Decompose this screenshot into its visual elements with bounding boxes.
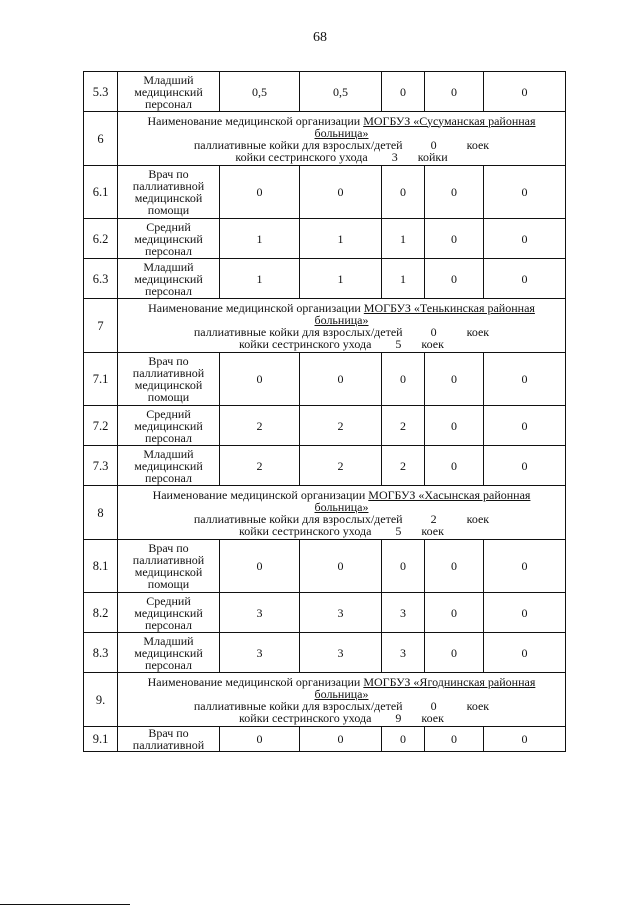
value-cell: 3 xyxy=(382,633,425,673)
palliative-beds-unit: коек xyxy=(466,137,490,152)
value-cell: 1 xyxy=(300,259,382,299)
org-text-line xyxy=(118,151,565,163)
value-cell: 2 xyxy=(220,446,300,486)
value-cell: 0 xyxy=(484,633,566,673)
row-number: 6.3 xyxy=(84,259,118,299)
nursing-beds-count: 9 xyxy=(395,710,402,725)
value-cell: 0 xyxy=(425,406,484,446)
staff-category-line: Младший xyxy=(143,446,194,461)
nursing-beds-count: 3 xyxy=(391,149,398,164)
row-number: 7.1 xyxy=(84,353,118,406)
organization-cell xyxy=(118,112,566,166)
value-cell: 0 xyxy=(425,353,484,406)
org-text-line xyxy=(118,338,565,350)
org-name-cont: больница» xyxy=(314,125,369,140)
value-cell: 3 xyxy=(300,593,382,633)
row-number: 6 xyxy=(84,112,118,166)
value-cell: 0 xyxy=(425,727,484,752)
staff-category-line: медицинский xyxy=(134,418,203,433)
value-cell: 0 xyxy=(220,540,300,593)
staff-category-line: паллиативной xyxy=(132,738,205,752)
value-cell: 0,5 xyxy=(220,72,300,112)
row-number: 9.1 xyxy=(84,727,118,752)
organization-row xyxy=(84,673,566,727)
nursing-beds-unit: койки xyxy=(417,149,448,164)
staff-category xyxy=(118,446,220,486)
nursing-beds-label: койки сестринского ухода xyxy=(239,336,372,351)
value-cell: 2 xyxy=(382,446,425,486)
value-cell: 2 xyxy=(300,446,382,486)
value-cell: 0 xyxy=(382,72,425,112)
value-cell: 0 xyxy=(484,540,566,593)
staff-category-line: персонал xyxy=(145,283,192,298)
staff-row xyxy=(84,446,566,486)
page-number: 68 xyxy=(313,30,327,45)
value-cell: 0 xyxy=(484,166,566,219)
staff-category-line: помощи xyxy=(147,203,190,217)
org-label: Наименование медицинской организации xyxy=(147,674,364,689)
palliative-beds-unit: коек xyxy=(466,511,490,526)
value-cell: 0 xyxy=(425,593,484,633)
staff-category xyxy=(118,219,220,259)
staff-category-line: персонал xyxy=(145,430,192,445)
value-cell: 0 xyxy=(484,259,566,299)
value-cell: 3 xyxy=(220,593,300,633)
value-cell: 0 xyxy=(484,219,566,259)
value-cell: 2 xyxy=(220,406,300,446)
value-cell: 0 xyxy=(382,540,425,593)
row-number: 7.2 xyxy=(84,406,118,446)
value-cell: 3 xyxy=(300,633,382,673)
value-cell: 0 xyxy=(220,727,300,752)
staff-category-line: Младший xyxy=(143,72,194,87)
staff-category-line: помощи xyxy=(147,577,190,591)
value-cell: 0 xyxy=(300,166,382,219)
value-cell: 0 xyxy=(425,259,484,299)
row-number: 6.2 xyxy=(84,219,118,259)
org-name: МОГБУЗ «Сусуманская районная xyxy=(363,113,536,128)
value-cell: 2 xyxy=(300,406,382,446)
staff-row xyxy=(84,406,566,446)
organization-cell xyxy=(118,673,566,727)
staff-category-line: Врач по xyxy=(148,354,189,368)
org-name-cont: больница» xyxy=(314,499,369,514)
palliative-beds-label: паллиативные койки для взрослых/детей xyxy=(193,698,403,713)
value-cell: 0 xyxy=(220,166,300,219)
row-number: 7 xyxy=(84,299,118,353)
staff-row xyxy=(84,353,566,406)
row-number: 5.3 xyxy=(84,72,118,112)
value-cell: 0 xyxy=(382,166,425,219)
org-name: МОГБУЗ «Ягоднинская районная xyxy=(363,674,536,689)
value-cell: 0 xyxy=(382,353,425,406)
staff-category xyxy=(118,166,220,219)
staff-row xyxy=(84,727,566,752)
palliative-beds-label: паллиативные койки для взрослых/детей xyxy=(193,511,403,526)
value-cell: 0 xyxy=(382,727,425,752)
row-number: 8 xyxy=(84,486,118,540)
value-cell: 1 xyxy=(382,259,425,299)
nursing-beds-unit: коек xyxy=(421,710,444,725)
nursing-beds-count: 5 xyxy=(395,523,402,538)
staff-category xyxy=(118,406,220,446)
palliative-beds-count: 0 xyxy=(430,137,437,152)
palliative-beds-count: 0 xyxy=(430,698,437,713)
staff-category-line: медицинский xyxy=(134,231,203,246)
staffing-table xyxy=(83,71,566,752)
org-name: МОГБУЗ «Тенькинская районная xyxy=(363,300,535,315)
org-name-cont: больница» xyxy=(314,686,369,701)
org-text-line xyxy=(118,525,565,537)
staff-category-line: Средний xyxy=(146,219,191,234)
staff-category-line: медицинский xyxy=(134,458,203,473)
staff-category-line: помощи xyxy=(147,390,190,404)
staff-category xyxy=(118,540,220,593)
palliative-beds-unit: коек xyxy=(466,698,490,713)
staff-category-line: персонал xyxy=(145,470,192,485)
org-label: Наименование медицинской организации xyxy=(152,487,369,502)
staff-category-line: персонал xyxy=(145,657,192,672)
value-cell: 1 xyxy=(220,219,300,259)
staff-category-line: медицинский xyxy=(134,645,203,660)
row-number: 9. xyxy=(84,673,118,727)
organization-cell xyxy=(118,486,566,540)
value-cell: 3 xyxy=(220,633,300,673)
value-cell: 0 xyxy=(484,446,566,486)
row-number: 8.3 xyxy=(84,633,118,673)
nursing-beds-label: койки сестринского ухода xyxy=(235,149,368,164)
organization-cell xyxy=(118,299,566,353)
organization-row xyxy=(84,299,566,353)
row-number: 7.3 xyxy=(84,446,118,486)
org-name: МОГБУЗ «Хасынская районная xyxy=(368,487,531,502)
row-number: 8.2 xyxy=(84,593,118,633)
value-cell: 1 xyxy=(382,219,425,259)
palliative-beds-count: 2 xyxy=(430,511,437,526)
staff-category-line: паллиативной xyxy=(132,553,205,567)
value-cell: 0 xyxy=(425,540,484,593)
staff-category-line: персонал xyxy=(145,96,192,111)
staff-category-line: Младший xyxy=(143,633,194,648)
value-cell: 0 xyxy=(484,406,566,446)
staff-category-line: паллиативной xyxy=(132,179,205,193)
nursing-beds-unit: коек xyxy=(421,336,444,351)
organization-row xyxy=(84,486,566,540)
value-cell: 0,5 xyxy=(300,72,382,112)
staff-category xyxy=(118,593,220,633)
nursing-beds-unit: коек xyxy=(421,523,444,538)
org-label: Наименование медицинской организации xyxy=(147,113,364,128)
org-name-cont: больница» xyxy=(314,312,369,327)
staff-category-line: Средний xyxy=(146,406,191,421)
nursing-beds-count: 5 xyxy=(395,336,402,351)
staff-category-line: паллиативной xyxy=(132,366,205,380)
nursing-beds-label: койки сестринского ухода xyxy=(239,523,372,538)
org-label: Наименование медицинской организации xyxy=(148,300,364,315)
value-cell: 1 xyxy=(300,219,382,259)
value-cell: 2 xyxy=(382,406,425,446)
staff-category xyxy=(118,353,220,406)
staff-row xyxy=(84,259,566,299)
staff-category-line: медицинский xyxy=(134,605,203,620)
value-cell: 3 xyxy=(382,593,425,633)
palliative-beds-count: 0 xyxy=(430,324,437,339)
nursing-beds-label: койки сестринского ухода xyxy=(239,710,372,725)
value-cell: 0 xyxy=(425,633,484,673)
staff-category-line: медицинский xyxy=(134,84,203,99)
value-cell: 0 xyxy=(220,353,300,406)
value-cell: 0 xyxy=(484,727,566,752)
value-cell: 0 xyxy=(300,727,382,752)
row-number: 6.1 xyxy=(84,166,118,219)
value-cell: 0 xyxy=(484,593,566,633)
org-text-line xyxy=(118,712,565,724)
staff-category-line: персонал xyxy=(145,617,192,632)
row-number: 8.1 xyxy=(84,540,118,593)
staff-row xyxy=(84,166,566,219)
staff-category-line: медицинской xyxy=(134,191,203,205)
value-cell: 0 xyxy=(300,540,382,593)
staff-category xyxy=(118,633,220,673)
staff-category-line: медицинской xyxy=(134,565,203,579)
value-cell: 0 xyxy=(425,72,484,112)
value-cell: 0 xyxy=(425,166,484,219)
value-cell: 0 xyxy=(300,353,382,406)
palliative-beds-label: паллиативные койки для взрослых/детей xyxy=(193,137,403,152)
staff-category-line: медицинский xyxy=(134,271,203,286)
staff-category-line: персонал xyxy=(145,243,192,258)
organization-row xyxy=(84,112,566,166)
staff-category xyxy=(118,259,220,299)
staff-category-line: Младший xyxy=(143,259,194,274)
staff-row xyxy=(84,593,566,633)
staff-category-line: Врач по xyxy=(148,167,189,181)
value-cell: 1 xyxy=(220,259,300,299)
palliative-beds-label: паллиативные койки для взрослых/детей xyxy=(193,324,403,339)
palliative-beds-unit: коек xyxy=(466,324,490,339)
staff-row xyxy=(84,219,566,259)
staff-category-line: Средний xyxy=(146,593,191,608)
staff-category xyxy=(118,72,220,112)
staff-category xyxy=(118,727,220,752)
value-cell: 0 xyxy=(425,219,484,259)
value-cell: 0 xyxy=(484,353,566,406)
value-cell: 0 xyxy=(484,72,566,112)
staff-row xyxy=(84,72,566,112)
staff-category-line: Врач по xyxy=(148,541,189,555)
staff-category-line: медицинской xyxy=(134,378,203,392)
value-cell: 0 xyxy=(425,446,484,486)
staff-row xyxy=(84,633,566,673)
staff-row xyxy=(84,540,566,593)
staff-category-line: Врач по xyxy=(148,726,189,740)
